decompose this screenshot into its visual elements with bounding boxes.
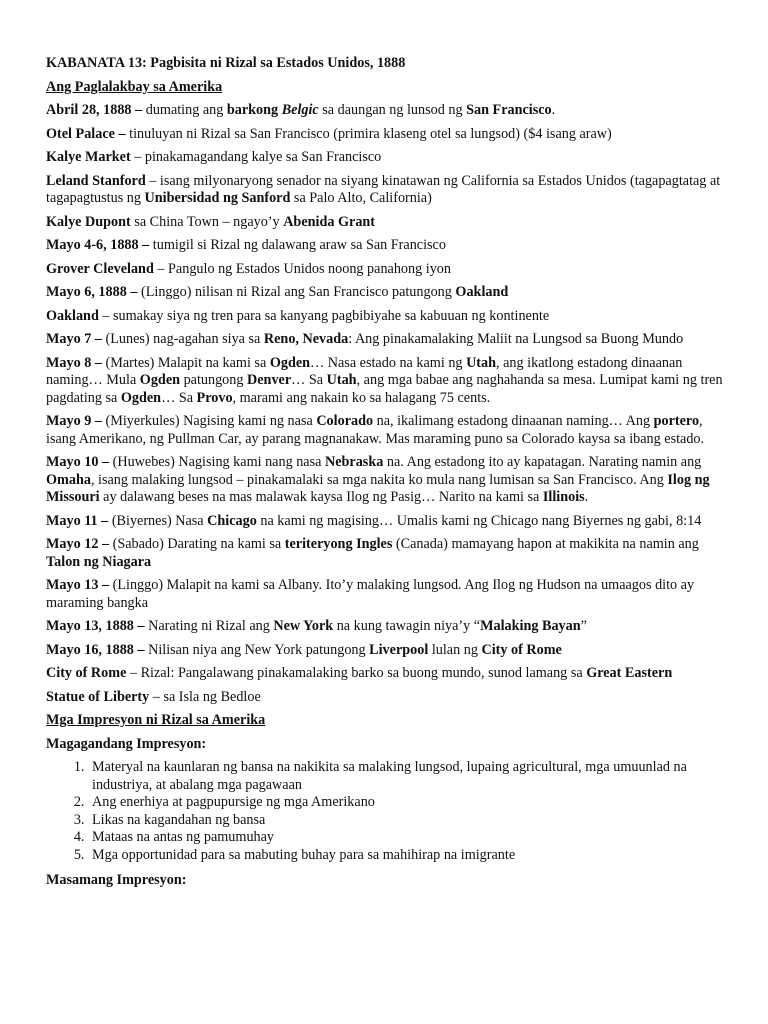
entry-text-run: na kami ng magising… Umalis kami ng Chicago nang Biyernes ng gabi, 8:14 bbox=[256, 512, 702, 529]
entry-text-run: Oakland bbox=[455, 284, 509, 300]
good-impression-item: 4. Mataas na antas ng pamumuhay bbox=[88, 829, 724, 847]
travel-entry bbox=[46, 536, 724, 571]
entry-text-run: Belgic bbox=[281, 102, 319, 118]
entry-text-run: Malaking Bayan bbox=[480, 618, 581, 634]
entry-text-run: … Nasa estado na kami ng bbox=[310, 354, 467, 371]
entry-text-run: , marami ang nakain ko sa halagang 75 cents. bbox=[232, 389, 491, 406]
entry-text-run: New York bbox=[273, 618, 334, 634]
entry-text-run: Abenida Grant bbox=[283, 213, 376, 230]
travel-entry bbox=[46, 126, 724, 144]
entry-text-run: , isang malaking lungsod – pinakamalaki sa mga nakita ko mula nang lumisan sa San Francisco. Ang bbox=[90, 471, 668, 488]
entry-text-run: , isang Amerikano, ng Pullman Car, ay parang magnanakaw. Mas maraming puno sa Colorado kaysa sa ibang estado. bbox=[46, 413, 705, 447]
entry-text-run: Ogden bbox=[269, 354, 311, 371]
entry-text-run: – isang milyonaryong senador na siyang kinatawan ng California sa Estados Unidos (tagapagtatag at tagapagtustus ng bbox=[46, 172, 721, 206]
entry-text-run: sa daungan ng lunsod ng bbox=[318, 102, 467, 118]
entry-text-run: Liverpool bbox=[369, 641, 429, 658]
entry-text-run: tinuluyan ni Rizal sa San Francisco (primira klaseng otel sa lungsod) ($4 isang araw) bbox=[129, 125, 612, 142]
travel-entries bbox=[46, 102, 724, 706]
entry-text-run: Illinois bbox=[542, 489, 585, 505]
section-heading-travel: Ang Paglalakbay sa Amerika bbox=[46, 78, 223, 95]
good-impression-item: 1. Materyal na kaunlaran ng bansa na nakikita sa malaking lungsod, lupaing agricultural, mga umuunlad na industriya, at abalang mga pagawaan bbox=[88, 759, 724, 794]
entry-text-run: – sumakay siya ng tren para sa kanyang pagbibiyahe sa kabuuan ng kontinente bbox=[98, 307, 550, 324]
entry-text-run: teriteryong Ingles bbox=[284, 536, 393, 552]
entry-text-run: (Martes) Malapit na kami sa bbox=[105, 354, 270, 371]
entry-text-run: Mayo 6, 1888 – bbox=[46, 284, 141, 300]
entry-text-run: Mayo 4-6, 1888 – bbox=[46, 237, 153, 253]
entry-text-run: portero bbox=[653, 413, 700, 429]
entry-text-run: Utah bbox=[326, 372, 357, 388]
travel-entry bbox=[46, 618, 724, 636]
entry-text-run: sa Palo Alto, California) bbox=[290, 190, 432, 206]
entry-text-run: ” bbox=[580, 618, 587, 634]
travel-entry bbox=[46, 331, 724, 349]
travel-entry bbox=[46, 214, 724, 232]
bad-impressions-heading: Masamang Impresyon: bbox=[46, 872, 187, 888]
entry-text-run: Mayo 13 – bbox=[46, 577, 113, 593]
good-impression-item: 5. Mga opportunidad para sa mabuting buhay para sa mahihirap na imigrante bbox=[88, 847, 724, 865]
entry-text-run: Kalye Dupont bbox=[46, 213, 131, 230]
entry-text-run: barkong bbox=[226, 102, 282, 118]
entry-text-run: (Biyernes) Nasa bbox=[111, 512, 208, 529]
entry-text-run: . bbox=[551, 102, 556, 118]
entry-text-run: sa China Town – ngayo’y bbox=[130, 213, 284, 230]
entry-text-run: Mayo 10 – bbox=[46, 454, 113, 470]
chapter-title: KABANATA 13: Pagbisita ni Rizal sa Estados Unidos, 1888 bbox=[46, 55, 406, 71]
good-impression-item: 3. Likas na kagandahan ng bansa bbox=[88, 812, 724, 830]
entry-text-run: Narating ni Rizal ang bbox=[148, 618, 274, 634]
entry-text-run: Mayo 8 – bbox=[46, 354, 106, 371]
entry-text-run: lulan ng bbox=[428, 641, 482, 658]
entry-text-run: Nilisan niya ang New York patungong bbox=[148, 641, 370, 658]
entry-text-run: Mayo 16, 1888 – bbox=[46, 641, 149, 658]
entry-text-run: (Miyerkules) Nagising kami ng nasa bbox=[105, 413, 317, 429]
travel-entry bbox=[46, 642, 724, 660]
entry-text-run: Mayo 12 – bbox=[46, 536, 113, 552]
travel-entry bbox=[46, 102, 724, 120]
good-impressions-list bbox=[46, 759, 724, 864]
entry-text-run: . bbox=[584, 489, 589, 505]
entry-text-run: Oakland bbox=[46, 307, 99, 324]
entry-text-run: tumigil si Rizal ng dalawang araw sa San Francisco bbox=[152, 237, 446, 253]
entry-text-run: … Sa bbox=[291, 372, 327, 388]
entry-text-run: – Pangulo ng Estados Unidos noong panahong iyon bbox=[153, 260, 451, 277]
entry-text-run: Grover Cleveland bbox=[46, 260, 154, 277]
entry-text-run: : Ang pinakamalaking Maliit na Lungsod sa Buong Mundo bbox=[348, 331, 684, 347]
travel-entry bbox=[46, 237, 724, 255]
entry-text-run: Omaha bbox=[46, 471, 91, 488]
travel-entry bbox=[46, 513, 724, 531]
entry-text-run: Utah bbox=[466, 354, 497, 371]
travel-entry bbox=[46, 149, 724, 167]
entry-text-run: na. Ang estadong ito ay kapatagan. Narating namin ang bbox=[383, 454, 702, 470]
travel-entry bbox=[46, 413, 724, 448]
entry-text-run: Provo bbox=[196, 389, 233, 406]
entry-text-run: Talon ng Niagara bbox=[46, 553, 152, 570]
entry-text-run: Nebraska bbox=[324, 454, 384, 470]
entry-text-run: Colorado bbox=[316, 413, 374, 429]
entry-text-run: dumating ang bbox=[145, 102, 227, 118]
travel-entry bbox=[46, 173, 724, 208]
entry-text-run: … Sa bbox=[161, 389, 197, 406]
entry-text-run: (Sabado) Darating na kami sa bbox=[112, 536, 285, 552]
travel-entry bbox=[46, 261, 724, 279]
entry-text-run: (Canada) mamayang hapon at makikita na namin ang bbox=[392, 536, 699, 552]
entry-text-run: Leland Stanford bbox=[46, 172, 150, 189]
good-impressions-heading: Magagandang Impresyon: bbox=[46, 735, 207, 752]
entry-text-run: Kalye Market bbox=[46, 149, 135, 165]
entry-text-run: Mayo 13, 1888 – bbox=[46, 618, 149, 634]
entry-text-run: Reno, Nevada bbox=[263, 331, 349, 347]
entry-text-run: City of Rome bbox=[46, 665, 127, 681]
entry-text-run: Statue of Liberty bbox=[46, 688, 150, 705]
travel-entry bbox=[46, 577, 724, 612]
travel-entry bbox=[46, 284, 724, 302]
section-heading-impressions: Mga Impresyon ni Rizal sa Amerika bbox=[46, 712, 266, 728]
entry-text-run: na, ikalimang estadong dinaanan naming… Ang bbox=[373, 413, 654, 429]
entry-text-run: Chicago bbox=[207, 512, 257, 529]
entry-text-run: Great Eastern bbox=[586, 665, 673, 681]
travel-entry bbox=[46, 355, 724, 408]
entry-text-run: Ilog ng Missouri bbox=[46, 471, 710, 505]
entry-text-run: Mayo 7 – bbox=[46, 331, 106, 347]
entry-text-run: (Linggo) Malapit na kami sa Albany. Ito’y malaking lungsod. Ang Ilog ng Hudson na umaagos dito ay maraming bangka bbox=[46, 577, 695, 611]
travel-entry bbox=[46, 454, 724, 507]
entry-text-run: Ogden bbox=[120, 389, 162, 406]
entry-text-run: Abril 28, 1888 – bbox=[46, 102, 146, 118]
entry-text-run: patungong bbox=[180, 372, 248, 388]
entry-text-run: San Francisco bbox=[466, 102, 552, 118]
travel-entry bbox=[46, 689, 724, 707]
entry-text-run: Ogden bbox=[139, 372, 181, 388]
entry-text-run: (Lunes) nag-agahan siya sa bbox=[105, 331, 264, 347]
travel-entry bbox=[46, 665, 724, 683]
entry-text-run: Denver bbox=[247, 372, 292, 388]
entry-text-run: (Linggo) nilisan ni Rizal ang San Francisco patungong bbox=[140, 284, 456, 300]
entry-text-run: – sa Isla ng Bedloe bbox=[149, 688, 261, 705]
entry-text-run: , ang ikatlong estadong dinaanan naming… Mula bbox=[46, 354, 683, 388]
entry-text-run: City of Rome bbox=[481, 641, 562, 658]
entry-text-run: Otel Palace – bbox=[46, 125, 130, 142]
good-impression-item: 2. Ang enerhiya at pagpupursige ng mga Amerikano bbox=[88, 794, 724, 812]
entry-text-run: , ang mga babae ang naghahanda sa mesa. Lumipat kami ng tren pagdating sa bbox=[46, 372, 723, 406]
travel-entry bbox=[46, 308, 724, 326]
entry-text-run: Mayo 9 – bbox=[46, 413, 106, 429]
entry-text-run: – Rizal: Pangalawang pinakamalaking barko sa buong mundo, sunod lamang sa bbox=[126, 665, 587, 681]
entry-text-run: Unibersidad ng Sanford bbox=[144, 190, 291, 206]
entry-text-run: (Huwebes) Nagising kami nang nasa bbox=[112, 454, 325, 470]
entry-text-run: ay dalawang beses na mas malawak kaysa Ilog ng Pasig… Narito na kami sa bbox=[99, 489, 543, 505]
entry-text-run: Mayo 11 – bbox=[46, 512, 112, 529]
entry-text-run: – pinakamagandang kalye sa San Francisco bbox=[134, 149, 382, 165]
entry-text-run: na kung tawagin niya’y “ bbox=[333, 618, 481, 634]
